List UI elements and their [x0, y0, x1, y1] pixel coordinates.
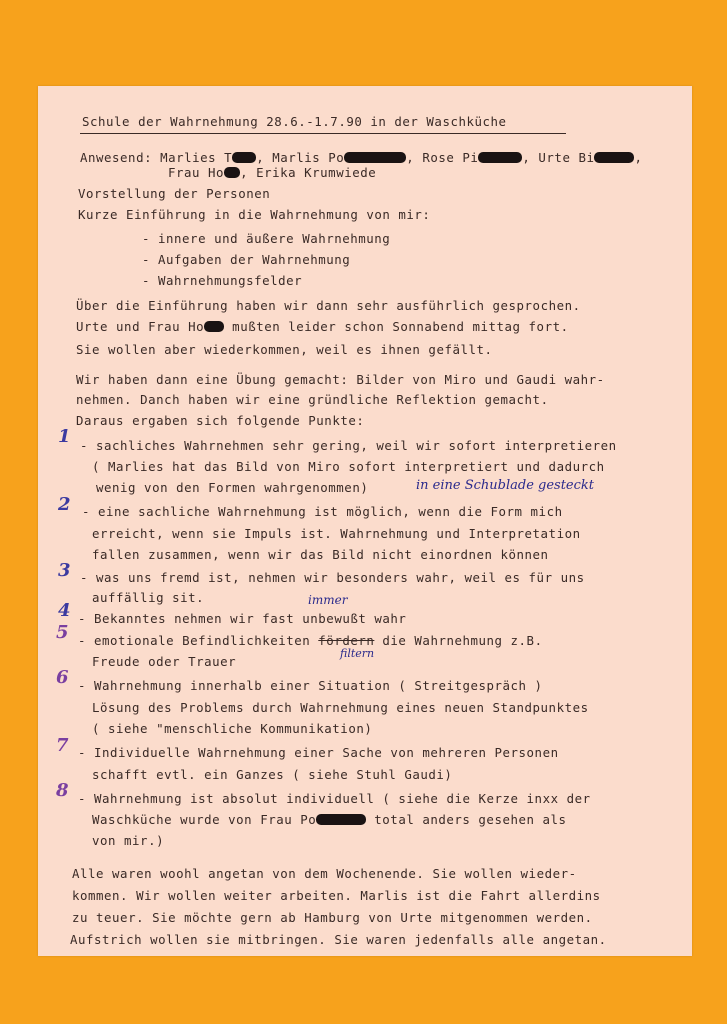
- attendee-erika: , Erika Krumwiede: [240, 165, 377, 180]
- document-title: Schule der Wahrnehmung 28.6.-1.7.90 in der Waschküche: [82, 114, 507, 129]
- paragraph-line: Daraus ergaben sich folgende Punkte:: [76, 413, 365, 428]
- paragraph-line: nehmen. Danch haben wir eine gründliche Reflektion gemacht.: [76, 392, 549, 407]
- redaction-block: [594, 152, 634, 163]
- redaction-block: [478, 152, 522, 163]
- attendee-frau-ho: Frau Ho: [168, 165, 225, 180]
- handwritten-number: 8: [56, 780, 69, 801]
- point-line: Freude oder Trauer: [92, 654, 237, 669]
- paragraph-line: Sie wollen aber wiederkommen, weil es ihnen gefällt.: [76, 342, 493, 357]
- point-line: - sachliches Wahrnehmen sehr gering, weil wir sofort interpretieren: [80, 438, 617, 453]
- handwritten-annotation: immer: [308, 593, 348, 607]
- closing-line: Aufstrich wollen sie mitbringen. Sie waren jedenfalls alle angetan.: [70, 932, 607, 947]
- point-line: erreicht, wenn sie Impuls ist. Wahrnehmung und Interpretation: [92, 526, 581, 541]
- handwritten-number: 4: [58, 600, 71, 621]
- paragraph-line: Über die Einführung haben wir dann sehr ausführlich gesprochen.: [76, 298, 581, 313]
- handwritten-annotation: filtern: [340, 647, 375, 660]
- point-line: Waschküche wurde von Frau Po total anders gesehen als: [92, 812, 567, 827]
- attendee-marlies: Anwesend: Marlies T: [80, 150, 233, 165]
- title-underline: [80, 133, 566, 134]
- redaction-block: [316, 814, 366, 825]
- intro-bullet: - Wahrnehmungsfelder: [142, 273, 303, 288]
- attendees-line-1: Anwesend: Marlies T , Marlis Po , Rose Pi , Urte Bi ,: [80, 150, 643, 165]
- point-line: wenig von den Formen wahrgenommen): [96, 480, 369, 495]
- handwritten-number: 6: [56, 667, 69, 688]
- redaction-block: [344, 152, 406, 163]
- point-line: ( Marlies hat das Bild von Miro sofort interpretiert und dadurch: [92, 459, 605, 474]
- point-line: fallen zusammen, wenn wir das Bild nicht einordnen können: [92, 547, 549, 562]
- point-line: - eine sachliche Wahrnehmung ist möglich, wenn die Form mich: [82, 504, 563, 519]
- handwritten-number: 1: [58, 426, 71, 447]
- paragraph-line: Wir haben dann eine Übung gemacht: Bilder von Miro und Gaudi wahr-: [76, 372, 605, 387]
- point-line: schafft evtl. ein Ganzes ( siehe Stuhl Gaudi): [92, 767, 453, 782]
- closing-line: zu teuer. Sie möchte gern ab Hamburg von Urte mitgenommen werden.: [72, 910, 593, 925]
- typed-letter-page: [38, 86, 692, 956]
- point-line: von mir.): [92, 833, 165, 848]
- handwritten-number: 3: [58, 560, 71, 581]
- intro-bullet: - Aufgaben der Wahrnehmung: [142, 252, 351, 267]
- attendee-urte: , Urte Bi: [522, 150, 595, 165]
- point-line: - Bekanntes nehmen wir fast unbewußt wahr: [78, 611, 407, 626]
- point-line: - Wahrnehmung ist absolut individuell ( siehe die Kerze inxx der: [78, 791, 591, 806]
- intro-bullet: - innere und äußere Wahrnehmung: [142, 231, 391, 246]
- closing-line: Alle waren woohl angetan von dem Wochenende. Sie wollen wieder-: [72, 866, 577, 881]
- point-line: auffällig sit.: [92, 590, 205, 605]
- point-line: Lösung des Problems durch Wahrnehmung eines neuen Standpunktes: [92, 700, 589, 715]
- point-line: ( siehe "menschliche Kommunikation): [92, 721, 373, 736]
- point-line: - Wahrnehmung innerhalb einer Situation ( Streitgespräch ): [78, 678, 543, 693]
- attendee-rose: , Rose Pi: [406, 150, 479, 165]
- redaction-block: [224, 167, 240, 178]
- handwritten-number: 2: [58, 494, 71, 515]
- redaction-block: [232, 152, 256, 163]
- intro-line: Kurze Einführung in die Wahrnehmung von mir:: [78, 207, 431, 222]
- point-line: - emotionale Befindlichkeiten fördern die Wahrnehmung z.B.: [78, 633, 543, 648]
- attendees-line-2: [168, 165, 376, 180]
- redaction-block: [204, 321, 224, 332]
- point-line: - was uns fremd ist, nehmen wir besonders wahr, weil es für uns: [80, 570, 585, 585]
- closing-line: kommen. Wir wollen weiter arbeiten. Marlis ist die Fahrt allerdins: [72, 888, 601, 903]
- handwritten-number: 5: [56, 622, 69, 643]
- handwritten-annotation: in eine Schublade gesteckt: [416, 478, 595, 493]
- intro-line: Vorstellung der Personen: [78, 186, 271, 201]
- handwritten-number: 7: [56, 735, 69, 756]
- struck-word: fördern: [318, 633, 375, 648]
- attendee-marlis: , Marlis Po: [256, 150, 345, 165]
- point-line: - Individuelle Wahrnehmung einer Sache von mehreren Personen: [78, 745, 559, 760]
- paragraph-line: Urte und Frau Ho mußten leider schon Sonnabend mittag fort.: [76, 319, 569, 334]
